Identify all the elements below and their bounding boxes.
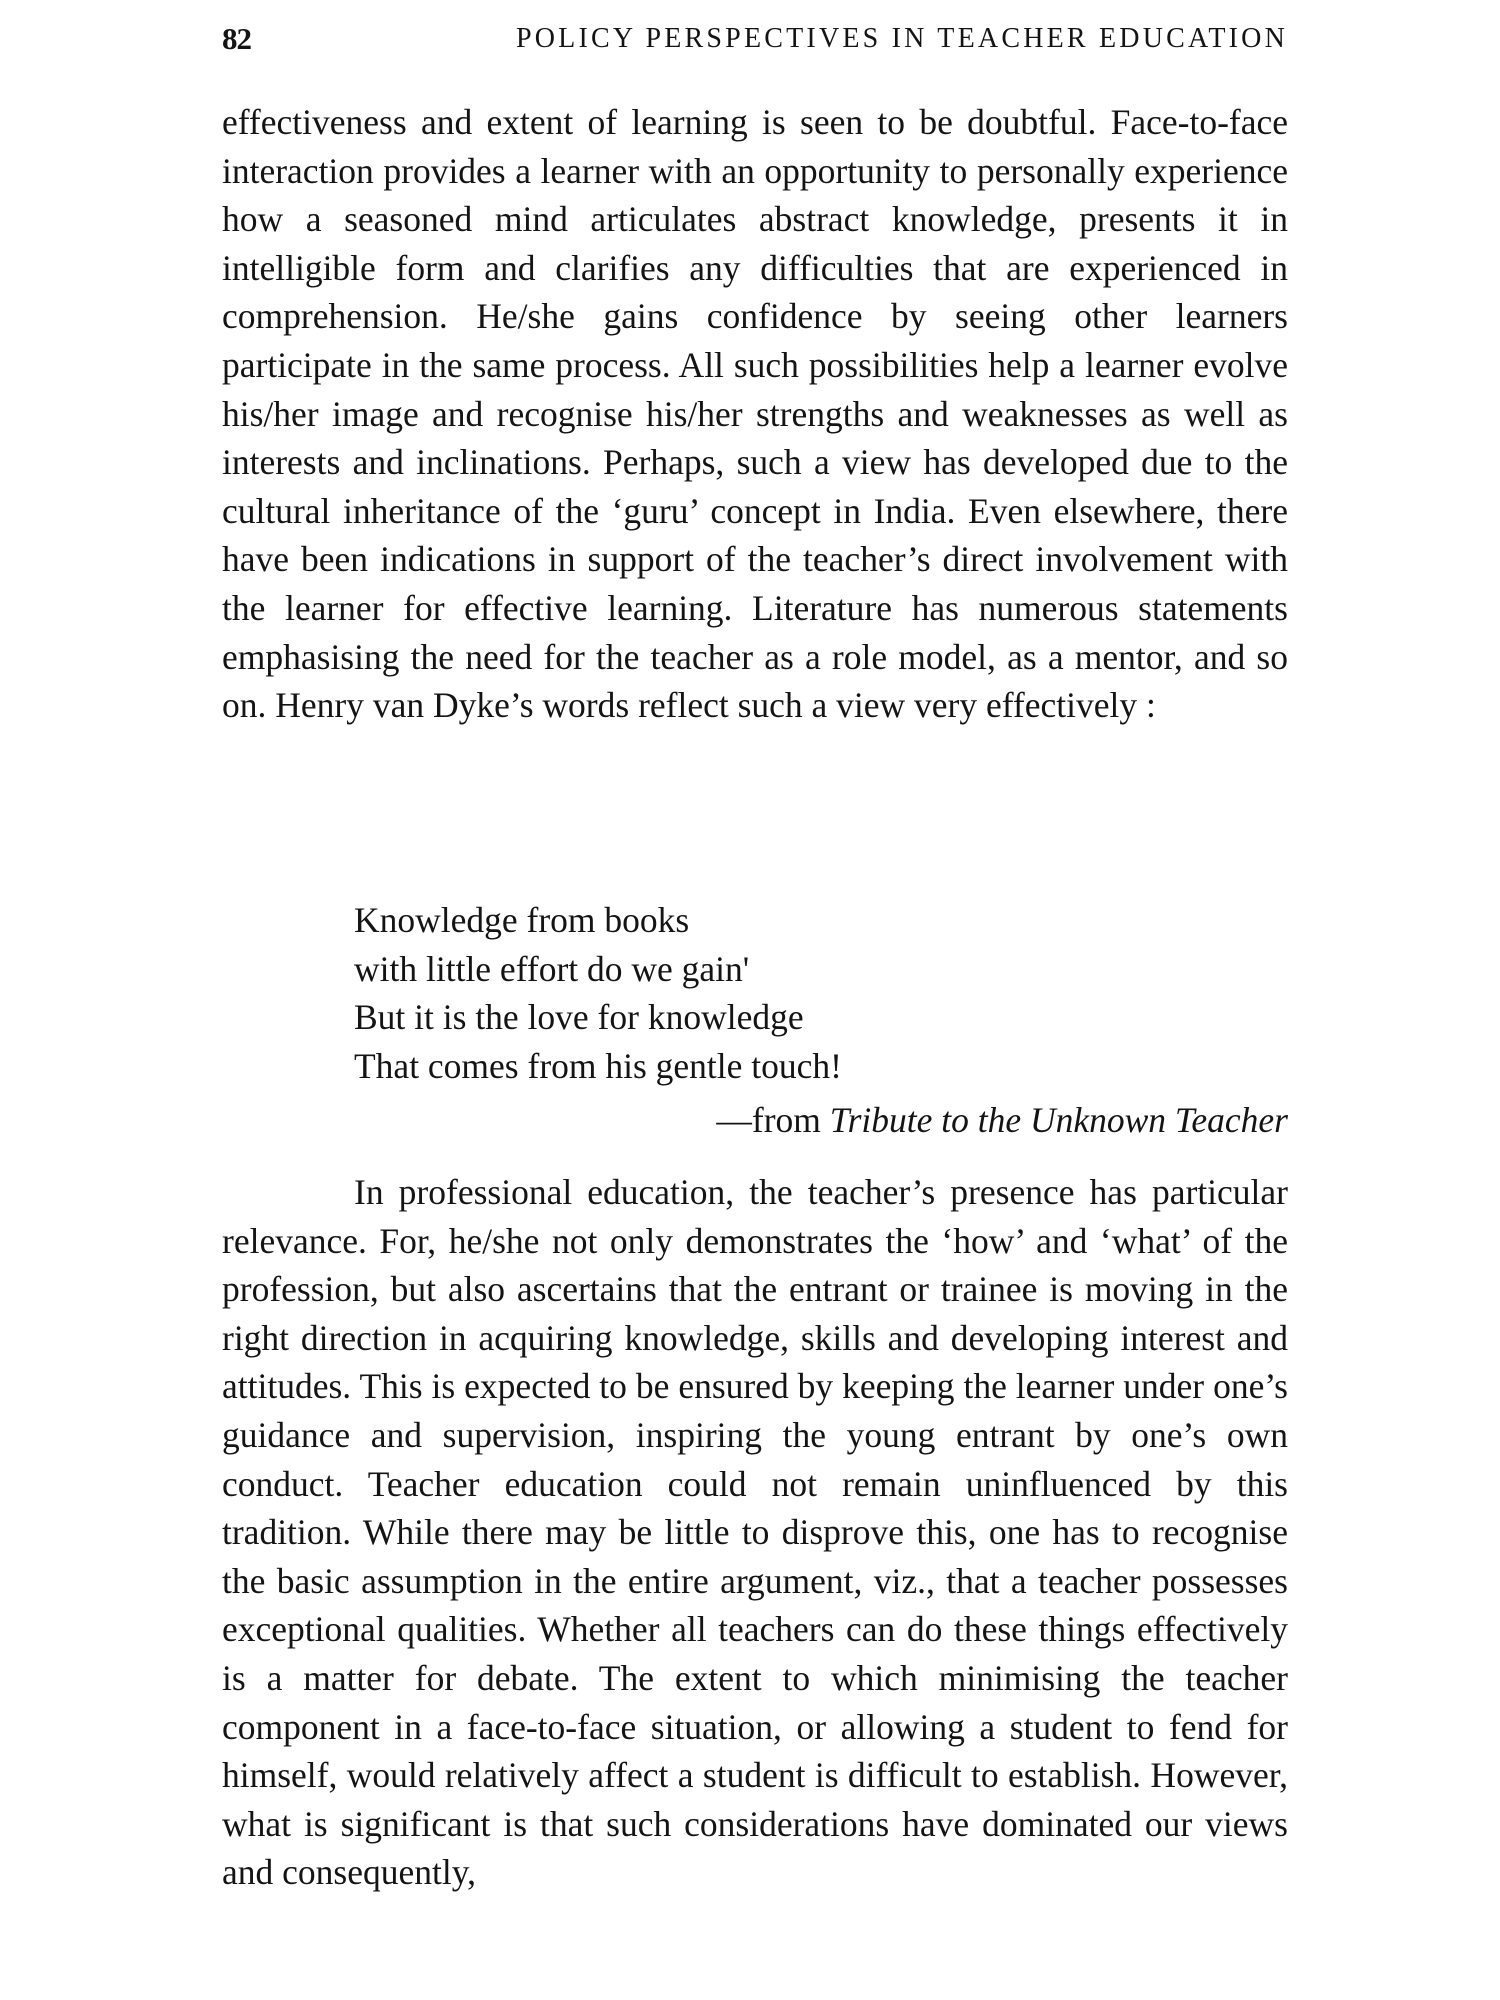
verse-line-1: Knowledge from books [354, 900, 690, 940]
running-head [222, 14, 1288, 64]
verse-line-4: That comes from his gentle touch! [354, 1045, 842, 1086]
attribution-title: Tribute to the Unknown Teacher [829, 1100, 1288, 1140]
attribution-prefix: —from [716, 1100, 821, 1140]
body-paragraph-1: effectiveness and extent of learning is seen to be doubtful. Face-to-face interaction provides a learner with an opportunity to personally experience how a seasoned mind articulates abstract knowledge, presents it in intelligible form and clarifies any difficulties that are experienced in comprehension. He/she gains confidence by seeing other learners participate in the same process. All such possibilities help a learner evolve his/her image and recognise his/her strengths and weaknesses as well as interests and inclinations. Perhaps, such a view has developed due to the cultural inheritance of the ‘guru’ concept in India. Even elsewhere, there have been indications in support of the teacher’s direct involvement with the learner for effective learning. Literature has numerous statements emphasising the need for the teacher as a role model, as a mentor, and so on. Henry van Dyke’s words reflect such a view very effectively : [222, 102, 1288, 726]
verse-line-2: with little effort do we gain' [354, 948, 750, 989]
verse-line-3: But it is the love for knowledge [354, 997, 804, 1038]
body-paragraph-2: In professional education, the teacher’s presence has particular relevance. For, he/she not only demonstrates the ‘how’ and ‘what’ of the profession, but also ascertains that the entrant or trainee is moving in the right direction in acquiring knowledge, skills and developing interest and attitudes. This is expected to be ensured by keeping the learner under one’s guidance and supervision, inspiring the young entrant by one’s own conduct. Teacher education could not remain uninfluenced by this tradition. While there may be little to disprove this, one has to recognise the basic assumption in the entire argument, viz., that a teacher possesses exceptional qualities. Whether all teachers can do these things effectively is a matter for debate. The extent to which minimising the teacher component in a face-to-face situation, or allowing a student to fend for himself, would relatively affect a student is difficult to establish. However, what is significant is that such considerations have dominated our views and consequently, [222, 1172, 1288, 1893]
quote-attribution [716, 1096, 1288, 1145]
quoted-verse [354, 896, 1288, 1090]
running-title: POLICY PERSPECTIVES IN TEACHER EDUCATION [515, 23, 1288, 54]
page-number: 82 [222, 21, 251, 56]
book-page [222, 0, 1288, 2000]
